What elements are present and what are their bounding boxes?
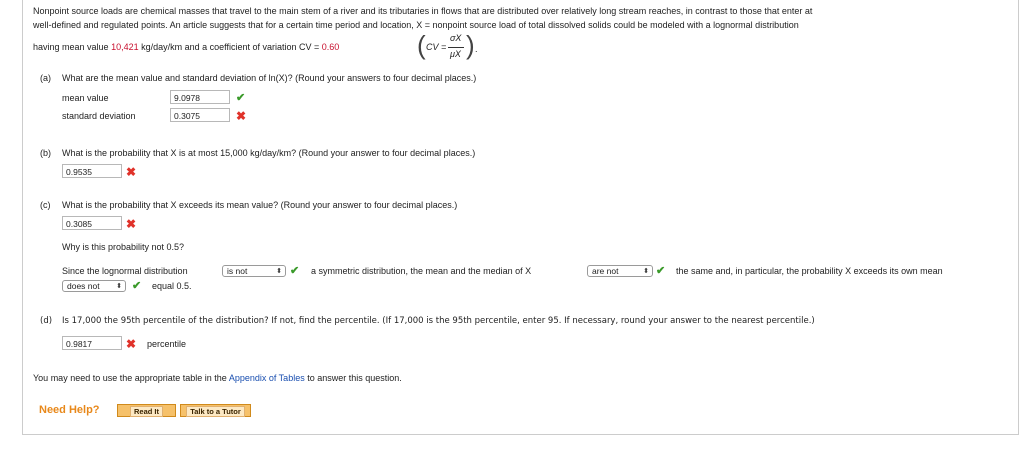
mean-value-input[interactable]: 9.0978 [170, 90, 230, 104]
part-c-label: (c) [40, 200, 51, 210]
cross-icon: ✖ [126, 165, 137, 179]
part-a-question: What are the mean value and standard deviation of ln(X)? (Round your answers to four decimal places.) [62, 73, 477, 83]
part-b-label: (b) [40, 148, 51, 158]
part-a-label: (a) [40, 73, 51, 83]
intro-line-2: well-defined and regulated points. An article suggests that for a certain time period and location, X = nonpoint source load of total dissolved solids could be modeled with a lognormal distribution [33, 20, 799, 30]
check-icon: ✔ [132, 280, 142, 292]
intro-line-1: Nonpoint source loads are chemical masses that travel to the main stem of a river and its tributaries in flows that are distributed over relatively long stream reaches, in contrast to those that enter at [33, 6, 813, 16]
part-d-label: (d) [40, 316, 53, 326]
standard-deviation-label: standard deviation [62, 111, 136, 121]
check-icon: ✔ [656, 265, 666, 277]
since-text: Since the lognormal distribution [62, 266, 188, 276]
mid-text: a symmetric distribution, the mean and the median of X [311, 266, 532, 276]
updown-icon: ⬍ [643, 268, 649, 275]
intro-line-3: having mean value 10,421 kg/day/km and a coefficient of variation CV = 0.60 [33, 42, 340, 52]
cross-icon: ✖ [126, 217, 137, 231]
updown-icon: ⬍ [276, 268, 282, 275]
part-c-input[interactable]: 0.3085 [62, 216, 122, 230]
need-help-label: Need Help? [39, 404, 100, 416]
cross-icon: ✖ [236, 109, 247, 123]
median-select[interactable]: are not ⬍ [587, 265, 653, 277]
talk-to-tutor-button[interactable]: Talk to a Tutor [180, 404, 251, 417]
read-it-button[interactable]: Read It [117, 404, 176, 417]
percentile-unit: percentile [147, 339, 187, 349]
mean-value: 10,421 [111, 42, 139, 52]
part-d-question: Is 17,000 the 95th percentile of the distribution? If not, find the percentile. (If 17,000 is the 95th percentile, enter 95. If necessary, round your answer to the nearest percentile.) [62, 316, 815, 326]
question-frame [22, 0, 1019, 435]
part-c-question: What is the probability that X exceeds its mean value? (Round your answer to four decimal places.) [62, 200, 458, 210]
appendix-link[interactable]: Appendix of Tables [228, 373, 305, 383]
cv-value: 0.60 [321, 42, 340, 52]
end-text: the same and, in particular, the probability X exceeds its own mean [676, 266, 943, 276]
part-d-input[interactable]: 0.9817 [62, 336, 122, 350]
standard-deviation-input[interactable]: 0.3075 [170, 108, 230, 122]
mean-value-label: mean value [62, 93, 109, 103]
check-icon: ✔ [236, 92, 246, 104]
cross-icon: ✖ [126, 337, 137, 351]
equal-text: equal 0.5. [152, 281, 192, 291]
equal-select[interactable]: does not ⬍ [62, 280, 126, 292]
updown-icon: ⬍ [116, 283, 122, 290]
why-question: Why is this probability not 0.5? [62, 242, 185, 252]
part-b-input[interactable]: 0.9535 [62, 164, 122, 178]
appendix-note: You may need to use the appropriate table in the Appendix of Tables to answer this question. [33, 373, 402, 383]
part-b-question: What is the probability that X is at most 15,000 kg/day/km? (Round your answer to four decimal places.) [62, 148, 476, 158]
symmetric-select[interactable]: is not ⬍ [222, 265, 286, 277]
check-icon: ✔ [290, 265, 300, 277]
